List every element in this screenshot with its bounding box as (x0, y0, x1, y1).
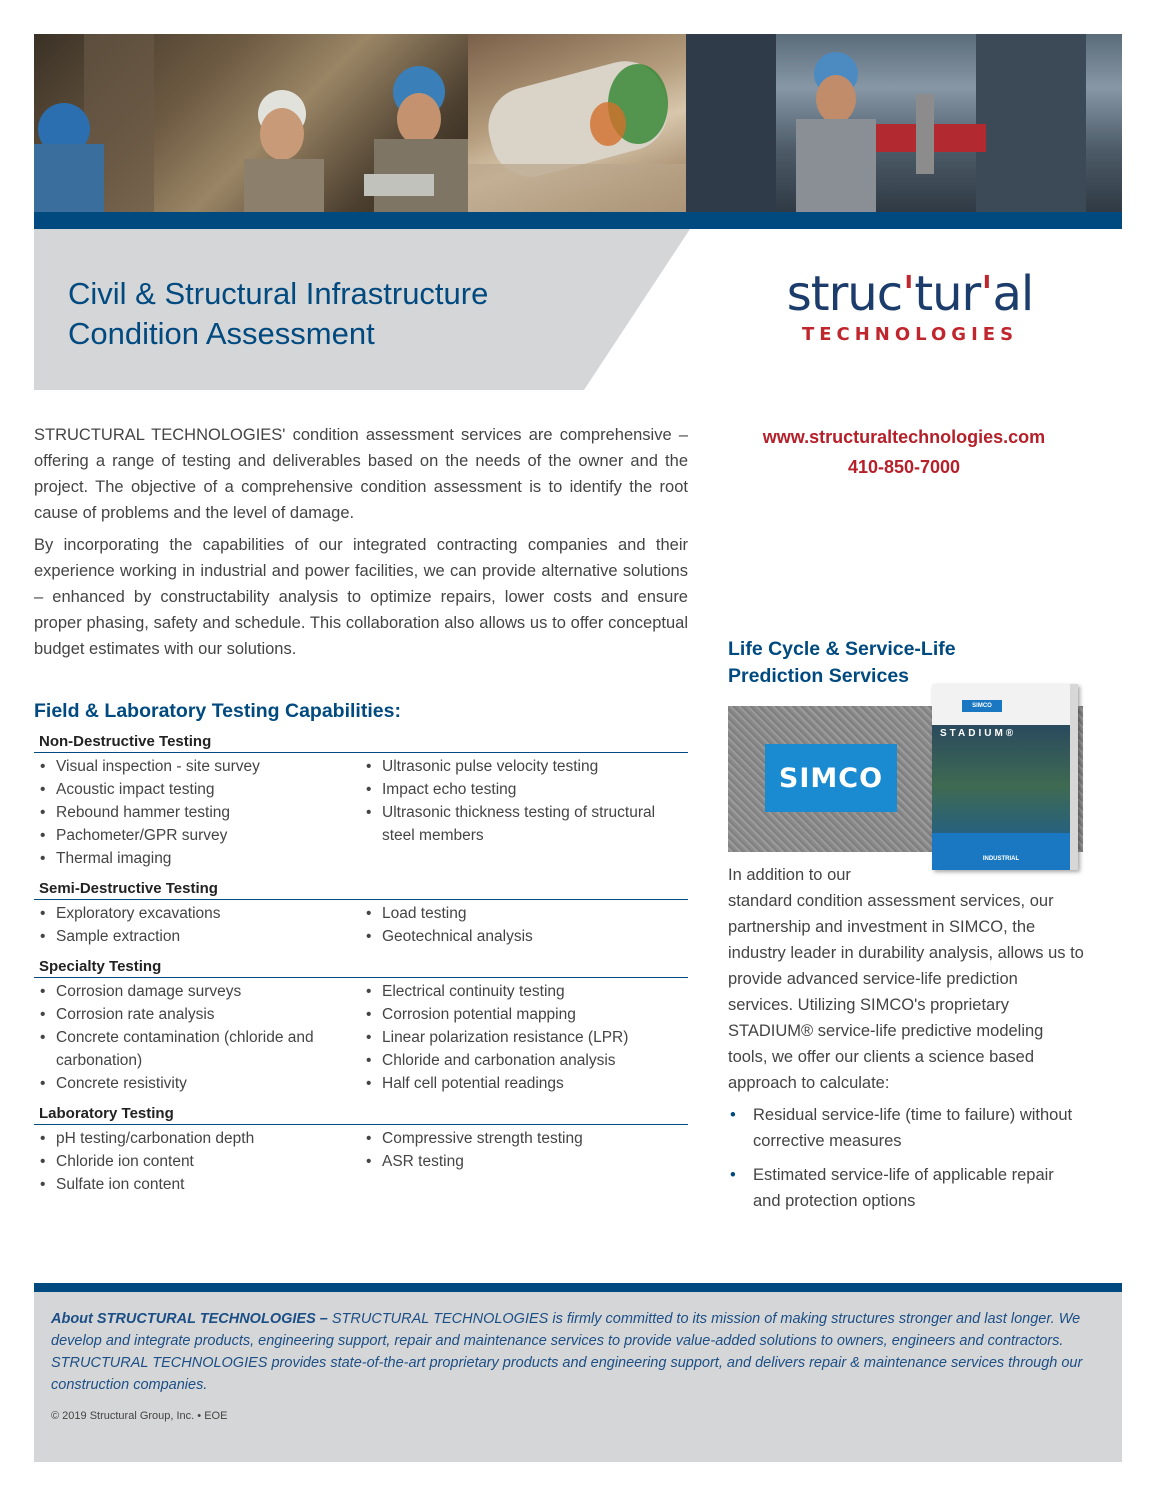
list-item: • Thermal imaging (40, 847, 366, 870)
about-lead: About STRUCTURAL TECHNOLOGIES – (51, 1311, 328, 1327)
list-item: • Half cell potential readings (366, 1072, 688, 1095)
right-list (366, 755, 688, 870)
list-item: • Chloride and carbonation analysis (366, 1049, 688, 1072)
logo-accent-2: ' (980, 266, 993, 322)
lifecycle-body (728, 862, 1084, 1222)
stadium-box-label: STADIUM® (940, 728, 1017, 739)
list-item: • Compressive strength testing (366, 1127, 688, 1150)
right-list (366, 1127, 688, 1196)
about-text (51, 1308, 1105, 1396)
stadium-software-box (932, 684, 1078, 870)
list-item: • Residual service-life (time to failure) without corrective measures (728, 1102, 1084, 1154)
page-title (68, 274, 488, 354)
right-list (366, 902, 688, 948)
lifecycle-paragraph (728, 862, 1084, 1096)
list-item: • Sample extraction (40, 925, 366, 948)
title-panel (34, 229, 690, 390)
logo-part-1: struc (786, 266, 903, 322)
category-columns (34, 1127, 688, 1196)
category-heading: Semi-Destructive Testing (34, 880, 688, 900)
simco-stadium-image (728, 703, 1083, 862)
copyright: © 2019 Structural Group, Inc. • EOE (51, 1410, 228, 1422)
photo-banner (34, 34, 1122, 212)
stadium-box-footer: INDUSTRIAL (982, 856, 1020, 862)
list-item: • Geotechnical analysis (366, 925, 688, 948)
intro-paragraph-2: By incorporating the capabilities of our integrated contracting companies and their experience working in industrial and power facilities, we can provide alternative solutions – enhanced by constructability analysis to optimize repairs, lower costs and ensure proper phasing, safety and schedule. This collaboration also allows us to offer conceptual budget estimates with our solutions. (34, 536, 688, 658)
core-sample-illustration (468, 34, 686, 212)
list-item: • Concrete resistivity (40, 1072, 366, 1095)
category-specialty (34, 958, 688, 1095)
list-item: • Estimated service-life of applicable repair and protection options (728, 1162, 1084, 1214)
website-link[interactable]: www.structuraltechnologies.com (762, 427, 1046, 447)
phone-number[interactable]: 410-850-7000 (847, 457, 961, 477)
list-item: • Corrosion damage surveys (40, 980, 366, 1003)
list-item: • Impact echo testing (366, 778, 688, 801)
stadium-box-tag: SIMCO (962, 700, 1002, 712)
workers-illustration (34, 34, 468, 212)
photo-core-sample (468, 34, 686, 212)
category-non-destructive (34, 733, 688, 870)
left-list (40, 980, 366, 1095)
title-line-2: Condition Assessment (68, 316, 375, 351)
category-heading: Specialty Testing (34, 958, 688, 978)
list-item: • Concrete contamination (chloride and carbonation) (40, 1026, 366, 1072)
category-columns (34, 980, 688, 1095)
lifecycle-bullets (728, 1102, 1084, 1214)
logo-accent-1: ' (902, 266, 915, 322)
category-columns (34, 902, 688, 948)
lifecycle-paragraph-rest: standard condition assessment services, our partnership and investment in SIMCO, the industry leader in durability analysis, allows us to provide advanced service-life prediction services. Utilizing SIMCO's proprietary STADIUM® service-life predictive modeling tools, we offer our clients a science based approach to calculate: (728, 892, 1084, 1092)
list-item: • Ultrasonic pulse velocity testing (366, 755, 688, 778)
category-heading: Laboratory Testing (34, 1105, 688, 1125)
logo-part-3: al (992, 266, 1034, 322)
intro-text (34, 422, 688, 662)
list-item: • Corrosion potential mapping (366, 1003, 688, 1026)
contact-block (738, 422, 1070, 482)
logo-part-2: tur (914, 266, 981, 322)
lifecycle-title-line-1: Life Cycle & Service-Life (728, 638, 956, 660)
category-semi-destructive (34, 880, 688, 948)
list-item: • Pachometer/GPR survey (40, 824, 366, 847)
logo-subtitle: TECHNOLOGIES (801, 324, 1019, 345)
left-list (40, 902, 366, 948)
about-panel (34, 1292, 1122, 1462)
photo-workers-inspecting (34, 34, 468, 212)
list-item: • Acoustic impact testing (40, 778, 366, 801)
banner-blue-band (34, 212, 1122, 229)
right-list (366, 980, 688, 1095)
company-logo (780, 266, 1040, 345)
lifecycle-paragraph-start: In addition to our (728, 866, 851, 884)
list-item: • Sulfate ion content (40, 1173, 366, 1196)
list-item: • Ultrasonic thickness testing of structural steel members (366, 801, 688, 847)
list-item: • Visual inspection - site survey (40, 755, 366, 778)
lifecycle-title-line-2: Prediction Services (728, 665, 910, 687)
about-body: STRUCTURAL TECHNOLOGIES is firmly committed to its mission of making structures stronger and last longer. We develop and integrate products, engineering support, repair and maintenance services to provide value-added solutions to owners, engineers and contractors. STRUCTURAL TECHNOLOGIES provides state-of-the-art proprietary products and engineering support, and delivers repair & maintenance services through our construction companies. (51, 1311, 1083, 1393)
list-item: • Rebound hammer testing (40, 801, 366, 824)
list-item: • Corrosion rate analysis (40, 1003, 366, 1026)
list-item: • Linear polarization resistance (LPR) (366, 1026, 688, 1049)
title-line-1: Civil & Structural Infrastructure (68, 276, 489, 311)
testing-heading: Field & Laboratory Testing Capabilities: (34, 700, 401, 722)
left-list (40, 755, 366, 870)
footer-blue-band (34, 1283, 1122, 1292)
category-heading: Non-Destructive Testing (34, 733, 688, 753)
list-item: • Load testing (366, 902, 688, 925)
simco-logo: SIMCO (765, 744, 897, 812)
list-item: • ASR testing (366, 1150, 688, 1173)
lifecycle-heading (728, 636, 1068, 690)
testing-capabilities (34, 700, 688, 1206)
list-item: • Chloride ion content (40, 1150, 366, 1173)
photo-core-drilling (686, 34, 1122, 212)
list-item: • pH testing/carbonation depth (40, 1127, 366, 1150)
category-columns (34, 755, 688, 870)
left-list (40, 1127, 366, 1196)
category-laboratory (34, 1105, 688, 1196)
list-item: • Electrical continuity testing (366, 980, 688, 1003)
drilling-illustration (686, 34, 1122, 212)
intro-paragraph-1: STRUCTURAL TECHNOLOGIES' condition assessment services are comprehensive – offering a range of testing and deliverables based on the needs of the owner and the project. The objective of a comprehensive condition assessment is to identify the root cause of problems and the level of damage. (34, 426, 688, 522)
logo-wordmark (780, 266, 1040, 322)
list-item: • Exploratory excavations (40, 902, 366, 925)
